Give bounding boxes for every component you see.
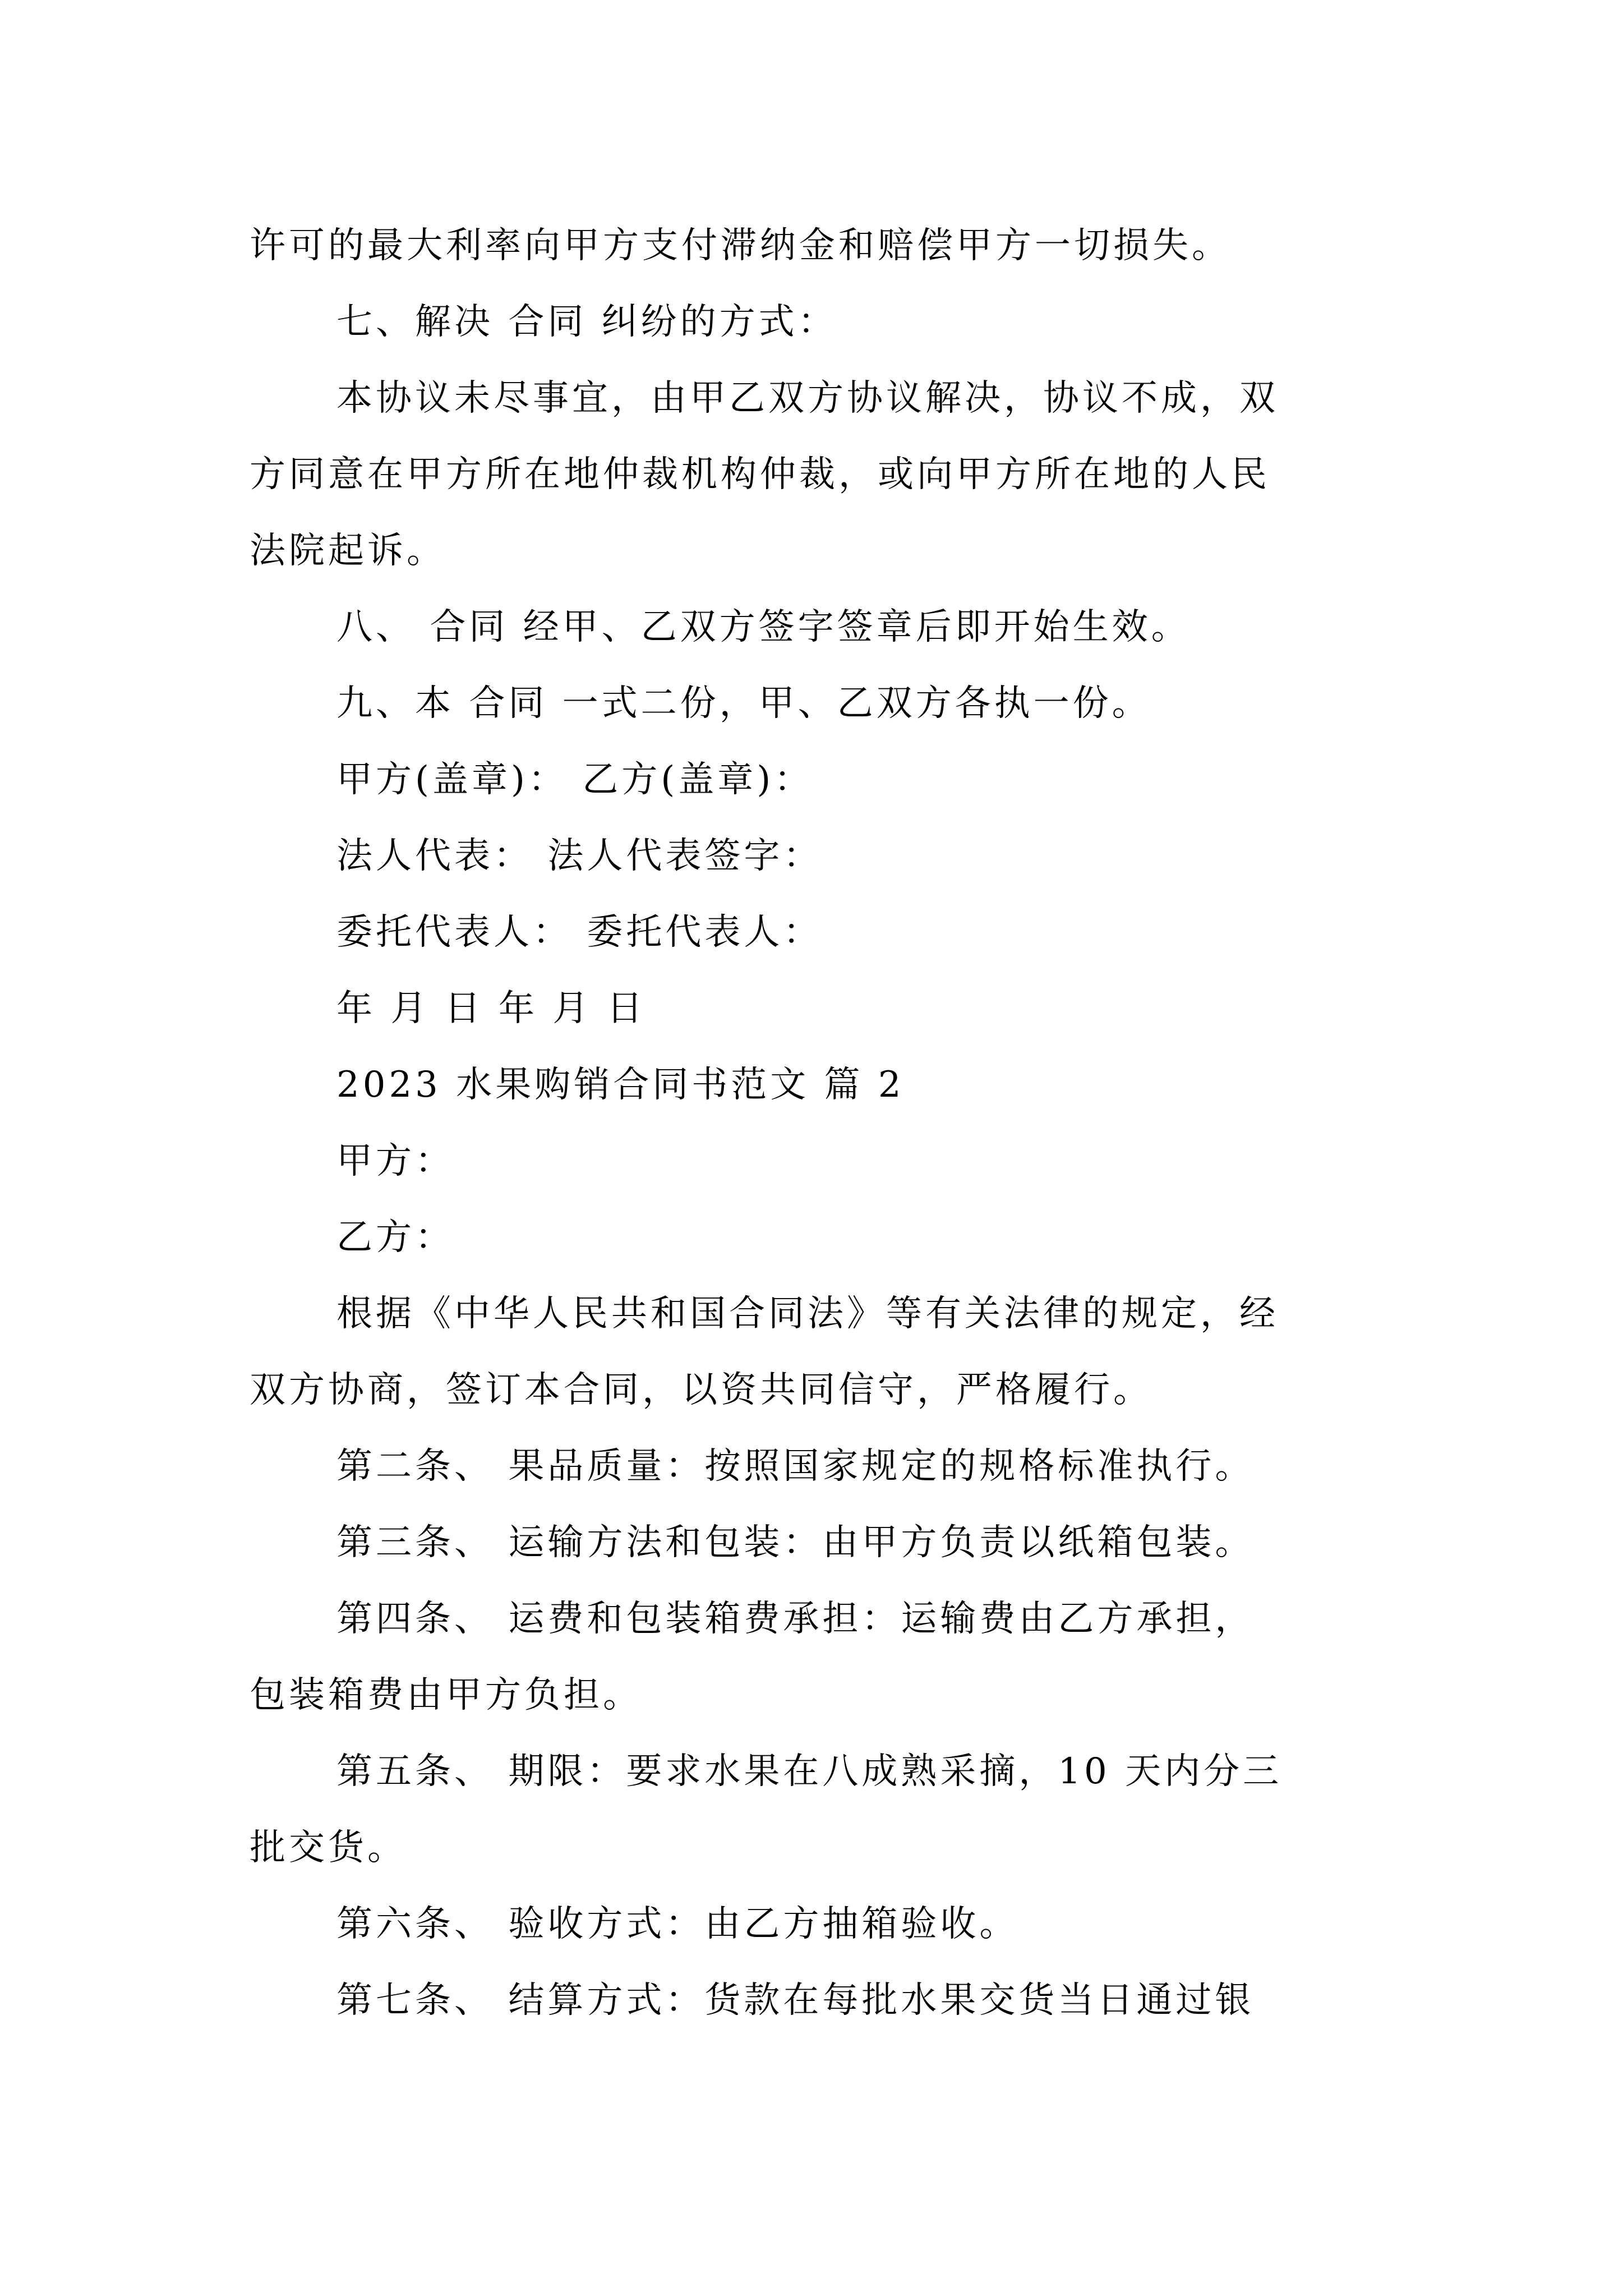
- text-line: 2023 水果购销合同书范文 篇 2: [336, 1064, 905, 1106]
- text-line: 第七条、 结算方式：货款在每批水果交货当日通过银: [336, 1980, 1255, 2021]
- text-line: 双方协商，签订本合同，以资共同信守，严格履行。: [250, 1369, 1152, 1411]
- text-line: 第六条、 验收方式：由乙方抽箱验收。: [336, 1903, 1019, 1945]
- text-line: 第五条、 期限：要求水果在八成熟采摘，10 天内分三: [336, 1751, 1283, 1792]
- text-line: 委托代表人： 委托代表人：: [336, 912, 823, 953]
- text-line: 许可的最大利率向甲方支付滞纳金和赔偿甲方一切损失。: [250, 225, 1231, 266]
- text-line: 第二条、 果品质量：按照国家规定的规格标准执行。: [336, 1446, 1255, 1487]
- text-line: 方同意在甲方所在地仲裁机构仲裁，或向甲方所在地的人民: [250, 454, 1270, 495]
- text-line: 第三条、 运输方法和包装：由甲方负责以纸箱包装。: [336, 1522, 1255, 1563]
- text-line: 法院起诉。: [250, 530, 446, 572]
- text-line: 根据《中华人民共和国合同法》等有关法律的规定，经: [336, 1293, 1279, 1335]
- text-line: 第四条、 运费和包装箱费承担：运输费由乙方承担，: [336, 1598, 1255, 1640]
- text-line: 年 月 日 年 月 日: [336, 988, 646, 1029]
- text-line: 本协议未尽事宜，由甲乙双方协议解决，协议不成，双: [336, 378, 1279, 419]
- text-line: 乙方：: [336, 1217, 454, 1258]
- document-body: [250, 208, 1388, 2039]
- text-line: 七、解决 合同 纠纷的方式：: [336, 301, 837, 343]
- text-line: 包装箱费由甲方负担。: [250, 1674, 642, 1716]
- text-line: 法人代表： 法人代表签字：: [336, 835, 823, 877]
- text-line: 甲方(盖章)： 乙方(盖章)：: [336, 759, 814, 800]
- text-line: 批交货。: [250, 1827, 407, 1869]
- text-line: 九、本 合同 一式二份，甲、乙双方各执一份。: [336, 683, 1151, 724]
- text-line: 八、 合同 经甲、乙双方签字签章后即开始生效。: [336, 606, 1191, 648]
- text-line: 甲方：: [336, 1140, 454, 1182]
